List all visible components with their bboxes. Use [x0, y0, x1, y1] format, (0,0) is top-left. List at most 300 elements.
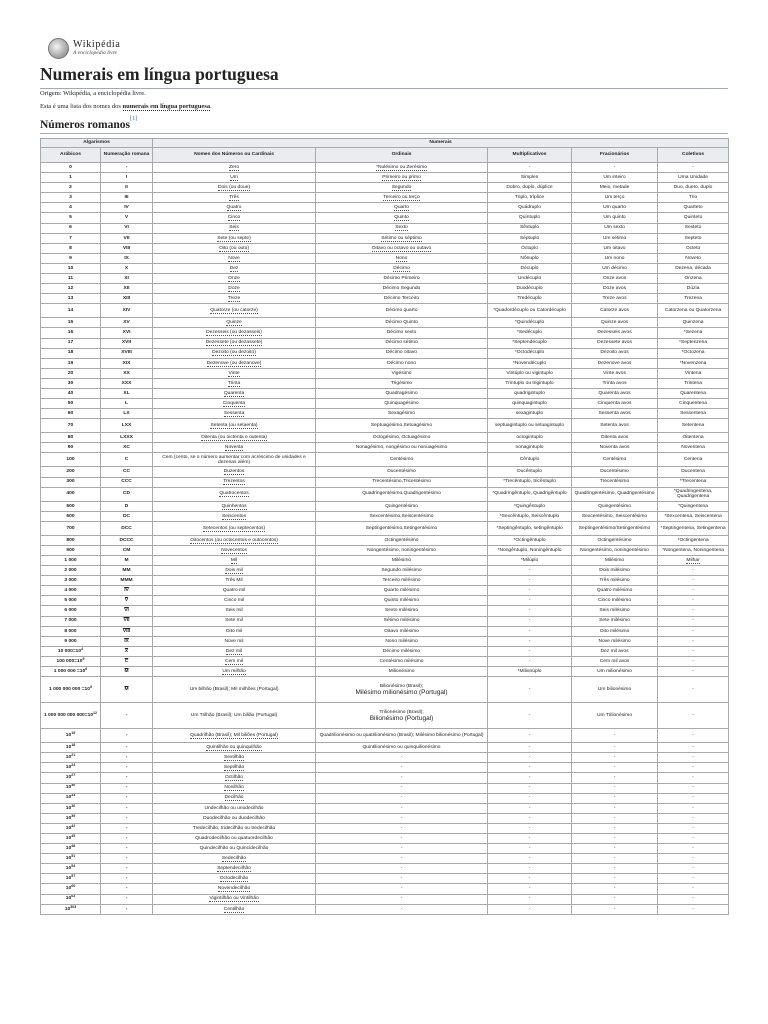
multiplicative-value: Simples — [520, 174, 539, 180]
ordinal-value: Milésimo — [391, 557, 412, 563]
cardinal-value[interactable]: Dezenove (ou dezanove) — [206, 360, 262, 366]
reference-link[interactable]: [1] — [129, 115, 138, 122]
collective-value: - — [692, 732, 694, 738]
cardinal-value[interactable]: Seiscentos — [222, 513, 246, 519]
cardinal-value[interactable]: Vinte — [228, 370, 240, 376]
cardinal-value[interactable]: Setenta (ou setaenta) — [210, 423, 258, 429]
collective-cell — [658, 656, 729, 666]
ordinal-cell — [316, 576, 488, 586]
cardinal-cell — [153, 667, 316, 677]
arabic-cell — [41, 163, 101, 173]
ordinal-value[interactable]: Quarto — [394, 205, 409, 211]
cardinal-value[interactable]: Sextilhão — [223, 755, 245, 761]
collective-value: Onzena — [684, 275, 702, 281]
fractional-value: - — [613, 815, 616, 821]
cardinal-cell — [153, 183, 316, 193]
fractional-value: Vinte avos — [603, 370, 626, 376]
cardinal-value[interactable]: Trezentos — [223, 479, 245, 485]
ordinal-value[interactable]: Primeiro ou primo — [382, 174, 421, 180]
multiplicative-cell — [488, 253, 572, 263]
arabic-value: 6 — [69, 225, 72, 231]
multiplicative-value: *Milionúplo — [517, 668, 542, 674]
cardinal-cell — [153, 535, 316, 545]
ordinal-value: Nongentésimo, noningentésimo — [367, 547, 436, 553]
cardinal-cell — [153, 223, 316, 233]
cardinal-cell — [153, 743, 316, 753]
cardinal-value[interactable]: Dez mil — [225, 648, 243, 654]
arabic-cell — [41, 233, 101, 243]
cardinal-value[interactable]: Sessenta — [223, 411, 245, 417]
ordinal-value: Décimo oitavo — [386, 350, 418, 356]
cardinal-value[interactable]: Dez — [229, 265, 239, 271]
multiplicative-cell — [488, 521, 572, 535]
fractional-cell — [572, 213, 658, 223]
cardinal-value[interactable]: Decilhão — [224, 795, 244, 801]
cardinal-cell — [153, 348, 316, 358]
collective-value: *Septenzena — [679, 340, 708, 346]
arabic-exponent: 5 — [82, 656, 85, 661]
fractional-cell — [572, 636, 658, 646]
cardinal-cell — [153, 656, 316, 666]
table-row — [41, 203, 729, 213]
cardinal-cell — [153, 854, 316, 864]
roman-cell — [101, 274, 153, 284]
fractional-value: Nove milésimo — [598, 638, 631, 644]
cardinal-value[interactable]: Nove — [228, 255, 240, 261]
arabic-value: 18 — [67, 350, 74, 356]
cardinal-value[interactable]: Doze — [228, 286, 240, 292]
ordinal-value: Nonagésimo, nongésimo ou nonuagésimo — [355, 445, 448, 451]
roman-cell — [101, 773, 153, 783]
cardinal-value[interactable]: Um — [230, 174, 238, 180]
table-row — [41, 823, 729, 833]
multiplicative-cell — [488, 803, 572, 813]
cardinal-cell — [153, 213, 316, 223]
multiplicative-cell — [488, 729, 572, 743]
fractional-cell — [572, 358, 658, 368]
ordinal-cell — [316, 773, 488, 783]
multiplicative-value: *Nongêntuplo, Noningêntuplo — [497, 547, 562, 553]
collective-value: - — [692, 896, 694, 902]
cardinal-cell — [153, 511, 316, 521]
multiplicative-cell — [488, 399, 572, 409]
roman-value: VIII — [122, 628, 131, 634]
roman-value: $\overline{X}$ — [124, 648, 129, 654]
collective-value: Sexteto — [684, 225, 702, 231]
ordinal-value: - — [400, 795, 403, 801]
table-row — [41, 487, 729, 501]
arabic-cell — [41, 294, 101, 304]
cardinal-value[interactable]: Centilhão — [223, 906, 245, 912]
ordinal-cell — [316, 743, 488, 753]
ordinal-value: Décimo Primeiro — [383, 275, 420, 281]
cardinal-value[interactable]: Setecentos (ou septecentos) — [202, 525, 266, 531]
cardinal-value[interactable]: Dezoito (ou dezoito) — [212, 350, 256, 356]
collective-cell — [658, 263, 729, 273]
arabic-cell — [41, 388, 101, 398]
arabic-exponent: 51 — [71, 854, 76, 859]
multiplicative-cell — [488, 864, 572, 874]
multiplicative-cell — [488, 783, 572, 793]
arabic-cell — [41, 193, 101, 203]
ordinal-value-secondary: Milésimo milionésimo (Portugal) — [355, 688, 448, 696]
ordinal-cell — [316, 223, 488, 233]
collective-cell — [658, 803, 729, 813]
arabic-value: 70 — [67, 423, 74, 429]
table-row — [41, 703, 729, 729]
roman-cell — [101, 284, 153, 294]
collective-cell — [658, 193, 729, 203]
cardinal-value[interactable]: Quadrilhão (Brasil); Mil biliões (Portugal) — [190, 732, 278, 738]
arabic-value: 10 — [65, 815, 72, 821]
cardinal-value[interactable]: Dezessete (ou dezassete) — [205, 340, 263, 346]
cardinal-value[interactable]: Um milhão — [222, 668, 246, 674]
multiplicative-cell — [488, 263, 572, 273]
ordinal-cell — [316, 501, 488, 511]
table-row — [41, 743, 729, 753]
roman-value: CCC — [121, 479, 132, 485]
arabic-exponent: 9 — [89, 684, 92, 689]
fractional-cell — [572, 378, 658, 388]
roman-value: $\overline{IV}$ — [124, 588, 129, 594]
fractional-value: Oitenta avos — [600, 435, 629, 441]
cardinal-value[interactable]: Quatrocentos — [219, 491, 249, 497]
multiplicative-value: - — [528, 866, 531, 872]
ordinal-value: Nono milésimo — [385, 638, 418, 644]
arabic-value: 10 — [65, 845, 72, 851]
fractional-cell — [572, 535, 658, 545]
fractional-value: Três milésimo — [599, 578, 630, 584]
ordinal-value[interactable]: Nono — [395, 255, 408, 261]
cardinal-value[interactable]: Treze — [227, 296, 241, 302]
arabic-value: 10 — [65, 775, 72, 781]
roman-cell — [101, 576, 153, 586]
multiplicative-value: Sêxtuplo — [519, 225, 540, 231]
ordinal-cell — [316, 703, 488, 729]
multiplicative-cell — [488, 904, 572, 914]
roman-cell — [101, 566, 153, 576]
ordinal-value: - — [400, 815, 403, 821]
arabic-value: 7 — [69, 235, 72, 241]
multiplicative-value: Óctuplo — [521, 245, 538, 251]
multiplicative-cell — [488, 636, 572, 646]
cardinal-value: Quindecilhão ou Quincidecilhão — [199, 845, 269, 851]
cardinal-value[interactable]: Seis — [229, 225, 239, 231]
ordinal-cell — [316, 904, 488, 914]
fractional-value: Um sétimo — [602, 235, 627, 241]
collective-cell — [658, 284, 729, 294]
cardinal-cell — [153, 566, 316, 576]
ordinal-value[interactable]: Quinto — [394, 215, 409, 221]
fractional-value: Quadringentésimo, Quadrigentésimo — [574, 491, 655, 497]
cardinal-value: Um bilhão (Brasil); Mil milhões (Portugal) — [189, 686, 279, 692]
multiplicative-cell — [488, 284, 572, 294]
cardinal-cell — [153, 467, 316, 477]
fractional-value: Seis milésimo — [599, 608, 630, 614]
collective-value: *Octozena — [681, 350, 705, 356]
ordinal-cell — [316, 521, 488, 535]
cardinal-value[interactable]: Quinhentos — [221, 503, 247, 509]
ordinal-value: Décimo Terceiro — [383, 296, 420, 302]
fractional-cell — [572, 183, 658, 193]
multiplicative-value: - — [528, 886, 531, 892]
multiplicative-value: *Octingêntuplo — [513, 537, 546, 543]
ordinal-cell — [316, 368, 488, 378]
arabic-cell — [41, 433, 101, 443]
cardinal-value[interactable]: Trinta — [227, 380, 241, 386]
cardinal-cell — [153, 338, 316, 348]
cardinal-value[interactable]: Oito (ou outo) — [219, 245, 249, 251]
fractional-value: Dezessete avos — [597, 340, 632, 346]
fractional-value: Cinquenta avos — [597, 400, 632, 406]
cardinal-value[interactable]: Duzentos — [223, 469, 245, 475]
arabic-cell — [41, 566, 101, 576]
cardinal-value[interactable]: Sete (ou septe) — [217, 235, 251, 241]
roman-value: - — [125, 775, 128, 781]
cardinal-value[interactable]: Dois mil — [225, 567, 243, 573]
cardinal-value[interactable]: Quatorze (ou catorze) — [210, 308, 258, 314]
cardinal-value[interactable]: Cinco — [227, 215, 241, 221]
cardinal-cell — [153, 443, 316, 453]
arabic-exponent: 4 — [81, 646, 84, 651]
roman-value: - — [125, 745, 128, 751]
cardinal-value[interactable]: Oitocentos (ou octocentos e outocentos) — [190, 537, 278, 543]
fractional-value: Dezesseis avos — [597, 330, 632, 336]
collective-value: - — [692, 686, 694, 692]
column-header: Nomes dos Números ou Cardinais — [153, 148, 316, 163]
multiplicative-value: - — [528, 775, 531, 781]
collective-cell — [658, 173, 729, 183]
collective-cell — [658, 586, 729, 596]
cardinal-cell — [153, 453, 316, 467]
ordinal-value[interactable]: Oitavo ou octavo ou outavo — [371, 245, 432, 251]
ordinal-cell — [316, 793, 488, 803]
collective-value: Catorzena ou Quatorzena — [664, 308, 722, 314]
column-header: Coletivos — [658, 148, 729, 163]
roman-value: MM — [122, 567, 131, 573]
collective-cell — [658, 243, 729, 253]
ordinal-value[interactable]: Sétimo ou séptimo — [381, 235, 422, 241]
cardinal-value[interactable]: Nonilhão — [224, 785, 244, 791]
cardinal-value[interactable]: Cinquenta — [222, 400, 246, 406]
roman-cell — [101, 173, 153, 183]
fractional-value: Cem mil avos — [599, 658, 630, 664]
cardinal-value[interactable]: Quatro — [226, 205, 242, 211]
cardinal-value[interactable]: Octodecilhão — [219, 876, 249, 882]
collective-value: - — [692, 578, 694, 584]
cardinal-value[interactable]: Vigintilhão ou Vintilhão — [209, 896, 259, 902]
fractional-value: - — [613, 785, 616, 791]
collective-value: Sessentena — [680, 411, 706, 417]
arabic-cell — [41, 743, 101, 753]
ordinal-value: Centésimo milésimo — [379, 658, 424, 664]
table-row — [41, 636, 729, 646]
collective-value: - — [692, 795, 694, 801]
multiplicative-cell — [488, 511, 572, 521]
cardinal-value[interactable]: Novendecilhão — [217, 886, 251, 892]
multiplicative-cell — [488, 823, 572, 833]
cardinal-cell — [153, 521, 316, 535]
cardinal-cell — [153, 813, 316, 823]
collective-value: - — [692, 876, 694, 882]
ordinal-value: Septingentésimo,Setingentésimo — [365, 525, 438, 531]
multiplicative-cell — [488, 213, 572, 223]
roman-cell — [101, 378, 153, 388]
multiplicative-cell — [488, 535, 572, 545]
table-row — [41, 419, 729, 433]
group-header-row — [41, 139, 729, 148]
collective-value: Noventena — [681, 445, 705, 451]
fractional-value: - — [613, 845, 616, 851]
cardinal-value[interactable]: Cem mil — [225, 658, 243, 664]
arabic-cell — [41, 586, 101, 596]
cardinal-value[interactable]: Sedecilhão — [221, 856, 247, 862]
roman-value: $\overline{VII}$ — [123, 618, 130, 624]
collective-value: - — [692, 835, 694, 841]
arabic-cell — [41, 656, 101, 666]
table-row — [41, 294, 729, 304]
collective-cell — [658, 793, 729, 803]
collective-cell — [658, 328, 729, 338]
fractional-value: - — [613, 164, 616, 170]
table-row — [41, 904, 729, 914]
ordinal-value[interactable]: Décimo — [393, 265, 410, 271]
arabic-value: 10 — [64, 906, 71, 912]
roman-cell — [101, 823, 153, 833]
cardinal-value[interactable]: Dois (ou doue) — [217, 185, 251, 191]
arabic-value: 1 000 000 000 000=10 — [43, 712, 94, 718]
arabic-value: 10 — [65, 825, 72, 831]
collective-value: Dezena, década — [675, 265, 711, 271]
cardinal-value[interactable]: Oitenta (ou oictenta e outenta) — [200, 435, 268, 441]
fractional-cell — [572, 743, 658, 753]
multiplicative-cell — [488, 793, 572, 803]
roman-value: CM — [122, 547, 131, 553]
cardinal-value[interactable]: Quintilhão ou quinquilhão — [206, 745, 262, 751]
cardinal-cell — [153, 616, 316, 626]
cardinal-value[interactable]: Zero — [228, 164, 240, 170]
cardinal-cell — [153, 793, 316, 803]
table-row — [41, 884, 729, 894]
intro-link[interactable]: numerais em língua portuguesa — [122, 103, 211, 110]
cardinal-value[interactable]: Mil — [230, 557, 238, 563]
cardinal-cell — [153, 163, 316, 173]
cardinal-cell — [153, 487, 316, 501]
cardinal-value[interactable]: Três — [229, 195, 239, 201]
ordinal-cell — [316, 443, 488, 453]
collective-value: Uma Unidade — [678, 174, 708, 180]
ordinal-value[interactable]: Segundo — [391, 185, 412, 191]
table-row — [41, 388, 729, 398]
cardinal-value[interactable]: Dezesseis (ou dezasseis) — [206, 330, 262, 336]
collective-value: - — [692, 668, 694, 674]
roman-value: - — [125, 856, 128, 862]
collective-cell — [658, 521, 729, 535]
multiplicative-cell — [488, 743, 572, 753]
fractional-cell — [572, 783, 658, 793]
multiplicative-cell — [488, 368, 572, 378]
roman-value: CC — [122, 469, 131, 475]
collective-cell — [658, 318, 729, 328]
collective-value: Quarentena — [680, 390, 706, 396]
fractional-cell — [572, 193, 658, 203]
multiplicative-cell — [488, 596, 572, 606]
wikipedia-logo[interactable] — [48, 38, 121, 59]
cardinal-value[interactable]: Octilhão — [225, 775, 243, 781]
ordinal-value[interactable]: Terceiro ou terço — [383, 195, 420, 201]
fractional-cell — [572, 763, 658, 773]
fractional-value: - — [613, 835, 616, 841]
arabic-cell — [41, 348, 101, 358]
ordinal-cell — [316, 243, 488, 253]
roman-value: $\overline{M}$ — [124, 686, 129, 692]
cardinal-value[interactable]: Quarenta — [223, 390, 245, 396]
fractional-cell — [572, 501, 658, 511]
ordinal-value: Décimo Quinto — [385, 320, 418, 326]
arabic-value: 13 — [67, 296, 74, 302]
arabic-value: 800 — [66, 537, 75, 543]
multiplicative-value: - — [528, 686, 531, 692]
cardinal-value[interactable]: Novecentos — [221, 547, 247, 553]
fractional-value: Milésimo — [604, 557, 625, 563]
arabic-value: 10 — [65, 785, 72, 791]
arabic-value: 2 000 — [64, 567, 77, 573]
collective-value: *Quadringentena, Quadrigentena — [673, 488, 713, 500]
collective-value[interactable]: Milhar — [686, 557, 700, 563]
multiplicative-cell — [488, 223, 572, 233]
table-row — [41, 626, 729, 636]
ordinal-value: - — [400, 775, 403, 781]
multiplicative-cell — [488, 328, 572, 338]
arabic-value: 300 — [66, 479, 75, 485]
arabic-cell — [41, 467, 101, 477]
arabic-value: 1 000 000 =10 — [53, 668, 86, 674]
ordinal-value[interactable]: *Nulésimo ou Zerésimo — [376, 164, 427, 170]
fractional-value: Quarenta avos — [598, 390, 631, 396]
arabic-cell — [41, 173, 101, 183]
ordinal-cell — [316, 253, 488, 263]
table-row — [41, 477, 729, 487]
arabic-cell — [41, 223, 101, 233]
multiplicative-cell — [488, 677, 572, 703]
cardinal-value[interactable]: Onze — [228, 275, 240, 281]
fractional-value: Oito milésimo — [599, 628, 630, 634]
fractional-cell — [572, 844, 658, 854]
roman-value: XVI — [122, 330, 131, 336]
ordinal-value[interactable]: Sexto — [395, 225, 408, 231]
arabic-value: 100 000=10 — [56, 658, 83, 664]
collective-value: - — [692, 775, 694, 781]
section-heading — [40, 115, 728, 134]
cardinal-value[interactable]: Septilhão — [223, 765, 245, 771]
multiplicative-value: Trintuplo ou trigintuplo — [505, 380, 554, 386]
ordinal-cell — [316, 803, 488, 813]
fractional-value: Catorze avos — [600, 308, 629, 314]
roman-value: I — [125, 174, 128, 180]
collective-value: *Septingentena, Setingentena — [660, 525, 726, 531]
collective-cell — [658, 626, 729, 636]
collective-value: *Sexcentena, Seiscentena — [664, 513, 722, 519]
collective-value: - — [692, 712, 694, 718]
multiplicative-cell — [488, 318, 572, 328]
roman-value: XVIII — [121, 350, 132, 356]
fractional-cell — [572, 521, 658, 535]
arabic-exponent: 48 — [71, 843, 76, 848]
cardinal-value[interactable]: Noventa — [224, 445, 244, 451]
cardinal-value[interactable]: Septendecilhão — [217, 866, 251, 872]
fractional-value: Um inteiro — [603, 174, 626, 180]
cardinal-value[interactable]: Quinze — [226, 320, 242, 326]
